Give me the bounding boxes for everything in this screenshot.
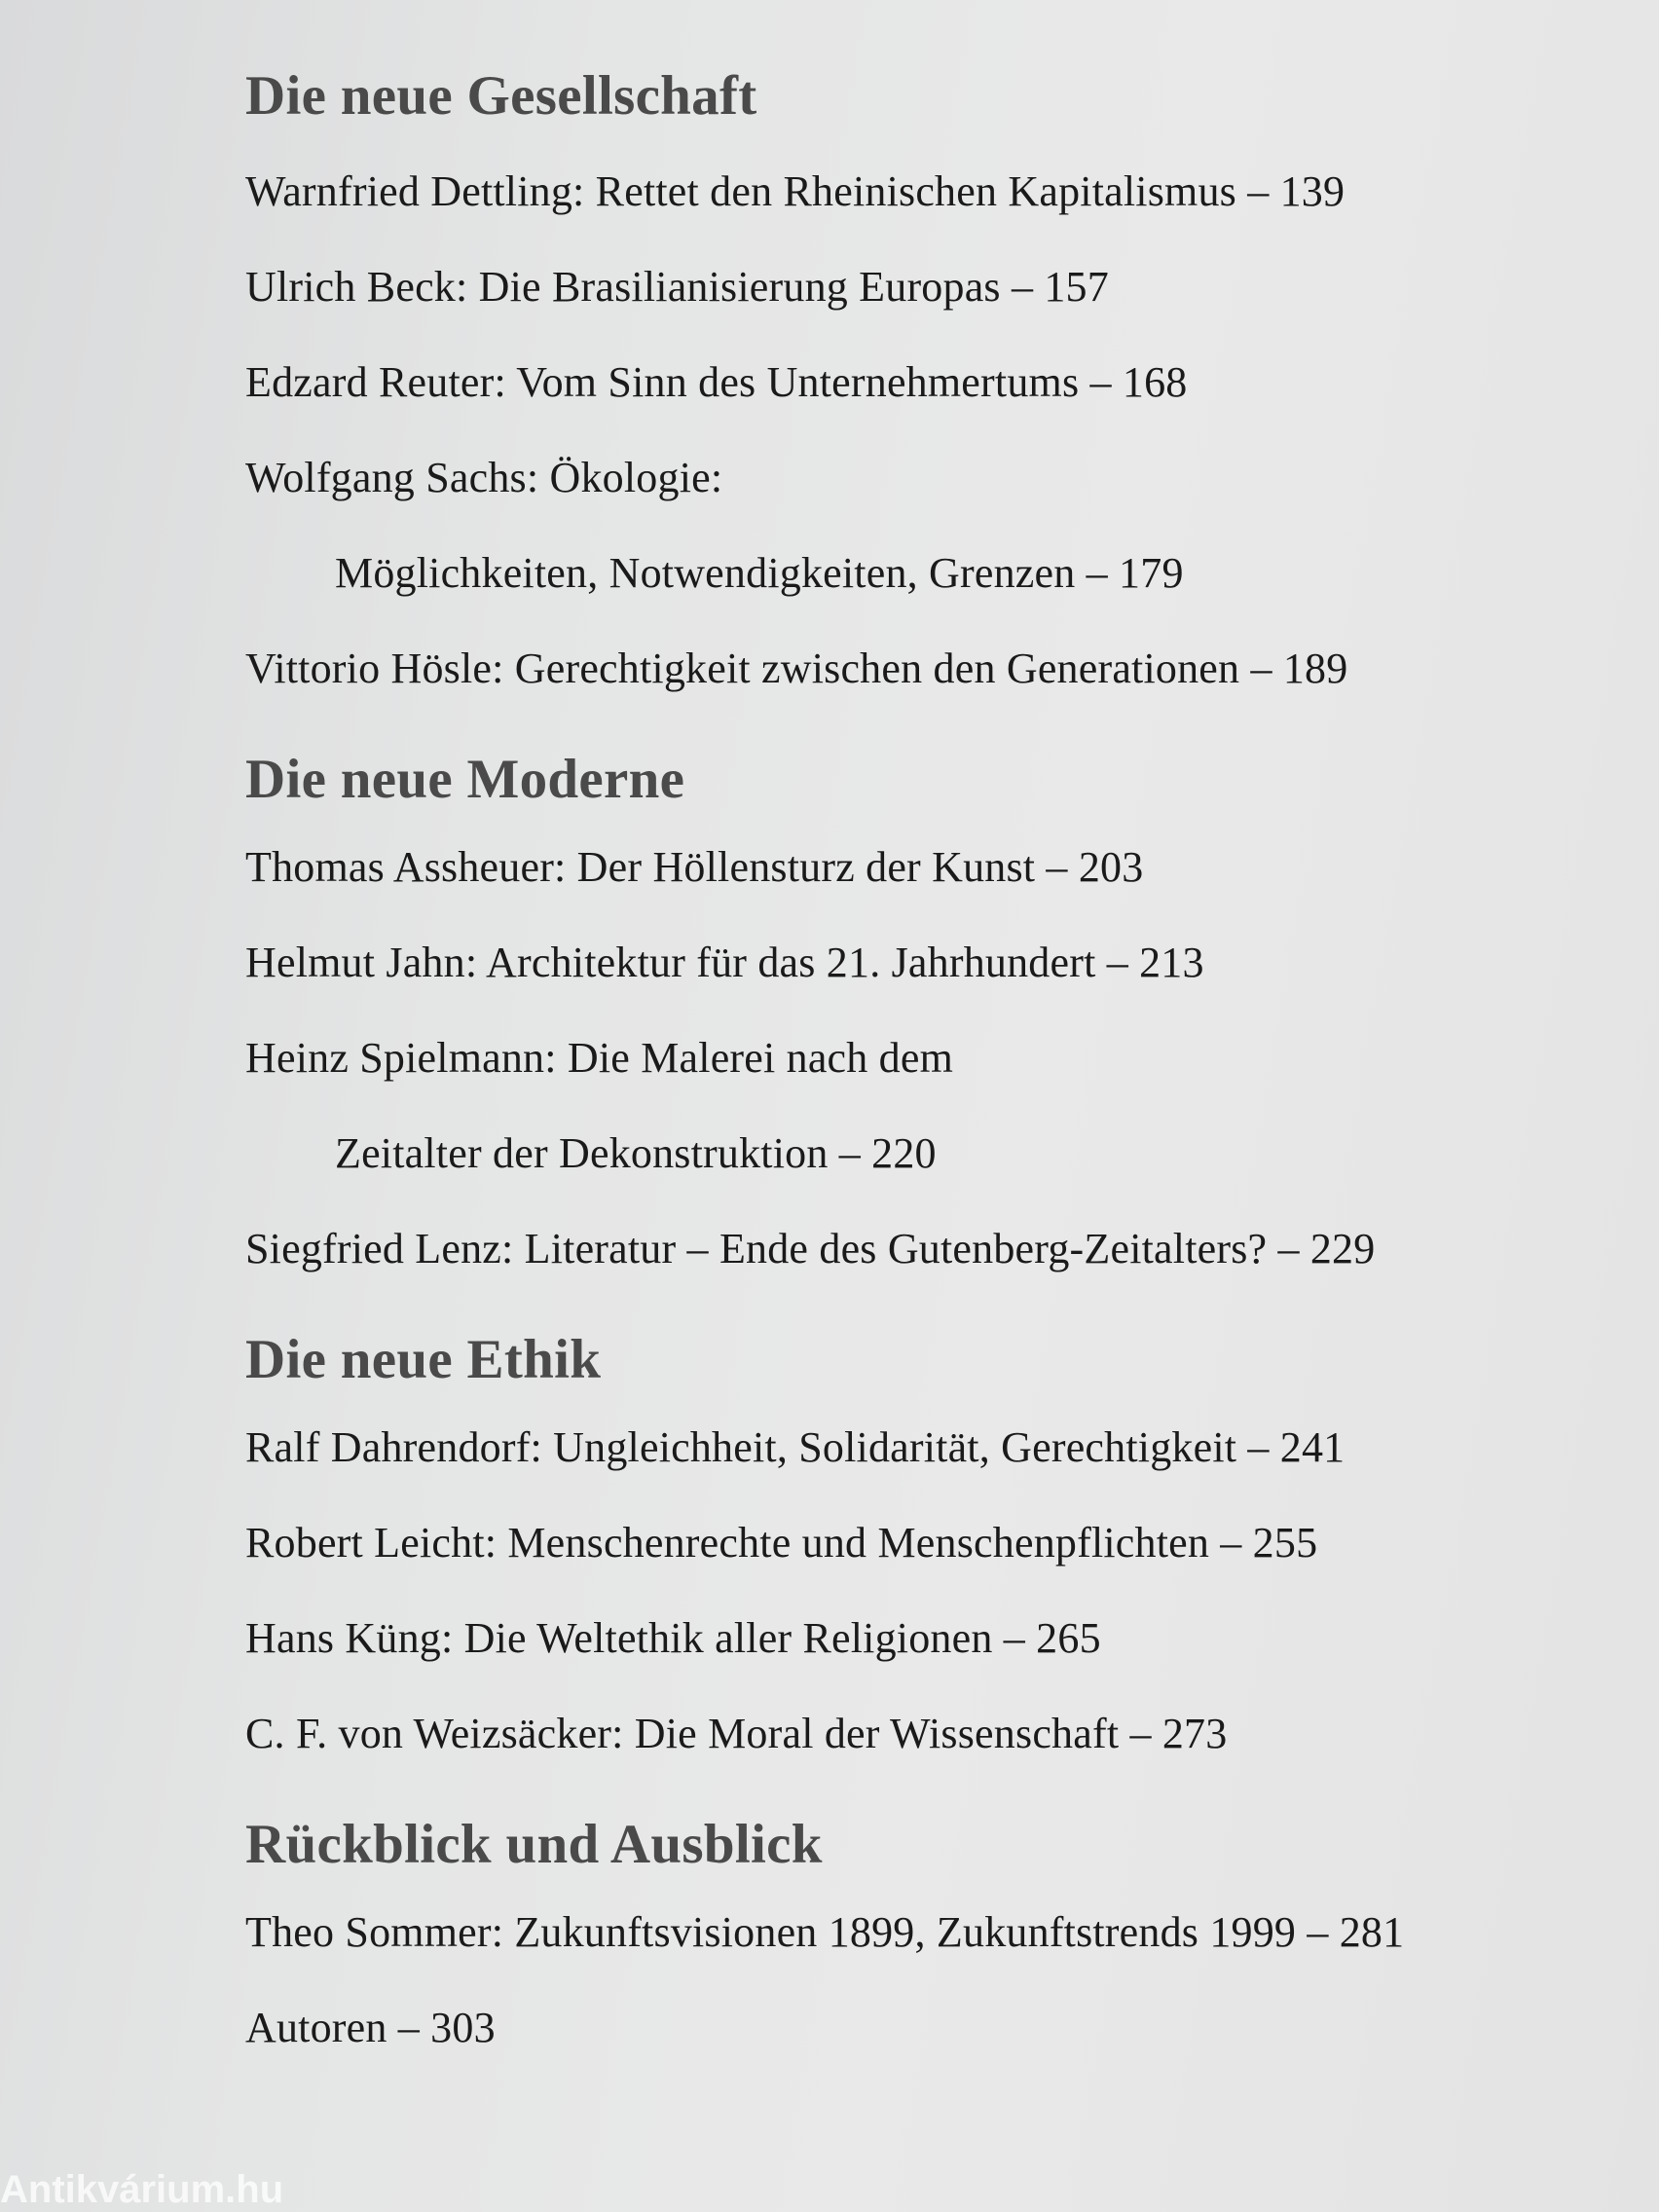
section-title: Die neue Ethik bbox=[245, 1329, 602, 1390]
toc-entry: Möglichkeiten, Notwendigkeiten, Grenzen – 179 bbox=[335, 549, 1184, 597]
toc-entry: Thomas Assheuer: Der Höllensturz der Kunst – 203 bbox=[245, 843, 1144, 891]
toc-entry: Hans Küng: Die Weltethik aller Religionen – 265 bbox=[245, 1614, 1101, 1662]
toc-section bbox=[245, 740, 1530, 1297]
table-of-contents bbox=[245, 56, 1530, 2099]
toc-entry: Wolfgang Sachs: Ökologie: bbox=[245, 454, 723, 501]
toc-entry: Vittorio Hösle: Gerechtigkeit zwischen den Generationen – 189 bbox=[245, 645, 1348, 692]
toc-entry: Siegfried Lenz: Literatur – Ende des Gutenberg-Zeitalters? – 229 bbox=[245, 1225, 1376, 1272]
toc-entry: C. F. von Weizsäcker: Die Moral der Wissenschaft – 273 bbox=[245, 1710, 1228, 1757]
toc-entry: Ralf Dahrendorf: Ungleichheit, Solidarität, Gerechtigkeit – 241 bbox=[245, 1423, 1346, 1471]
toc-section bbox=[245, 56, 1530, 717]
toc-entry: Ulrich Beck: Die Brasilianisierung Europas – 157 bbox=[245, 263, 1109, 311]
toc-entry: Heinz Spielmann: Die Malerei nach dem bbox=[245, 1034, 954, 1082]
section-title: Die neue Moderne bbox=[245, 749, 685, 810]
toc-entry: Robert Leicht: Menschenrechte und Menschenpflichten – 255 bbox=[245, 1519, 1318, 1567]
toc-entry: Autoren – 303 bbox=[245, 2004, 496, 2051]
section-title: Die neue Gesellschaft bbox=[245, 65, 757, 127]
toc-entry: Zeitalter der Dekonstruktion – 220 bbox=[335, 1129, 937, 1177]
toc-section bbox=[245, 1805, 1530, 2076]
section-title: Rückblick und Ausblick bbox=[245, 1814, 823, 1875]
toc-entry: Theo Sommer: Zukunftsvisionen 1899, Zukunftstrends 1999 – 281 bbox=[245, 1908, 1405, 1956]
toc-section bbox=[245, 1320, 1530, 1782]
toc-entry: Helmut Jahn: Architektur für das 21. Jahrhundert – 213 bbox=[245, 939, 1204, 986]
watermark: Antikvárium.hu bbox=[0, 2168, 284, 2211]
toc-entry: Edzard Reuter: Vom Sinn des Unternehmertums – 168 bbox=[245, 358, 1188, 406]
toc-entry: Warnfried Dettling: Rettet den Rheinischen Kapitalismus – 139 bbox=[245, 167, 1346, 215]
